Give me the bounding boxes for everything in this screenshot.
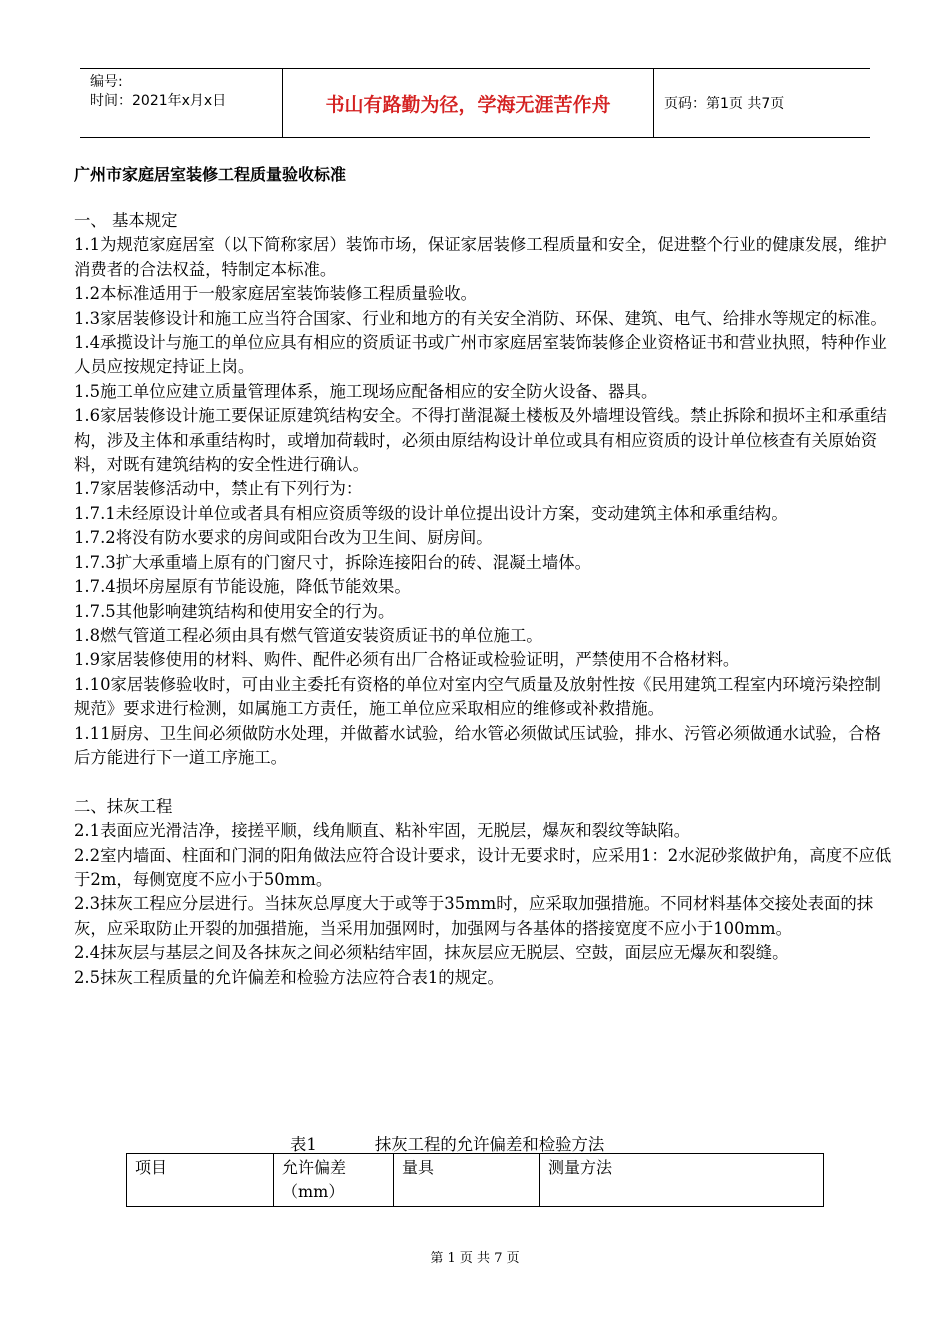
table-header-cell: 项目 [127, 1154, 274, 1207]
paragraph: 2.1表面应光滑洁净，接搓平顺，线角顺直、粘补牢固，无脱层，爆灰和裂纹等缺陷。 [74, 821, 691, 841]
paragraph: 2.2室内墙面、柱面和门洞的阳角做法应符合设计要求，设计无要求时，应采用1：2水泥砂浆做护角，高度不应低于2m，每侧宽度不应小于50mm。 [74, 845, 892, 889]
paragraph: 1.7.1未经原设计单位或者具有相应资质等级的设计单位提出设计方案，变动建筑主体和承重结构。 [74, 503, 788, 523]
paragraph: 1.4承揽设计与施工的单位应具有相应的资质证书或广州市家庭居室装饰装修企业资格证书和营业执照，特种作业人员应按规定持证上岗。 [74, 333, 887, 377]
paragraph: 1.7.4损坏房屋原有节能设施，降低节能效果。 [74, 577, 411, 597]
section-heading: 一、 基本规定 [74, 211, 178, 230]
paragraph: 2.3抹灰工程应分层进行。当抹灰总厚度大于或等于35mm时，应采取加强措施。不同材料基体交接处表面的抹灰，应采取防止开裂的加强措施，当采用加强网时，加强网与各基体的搭接宽度不应小于100mm。 [74, 894, 874, 938]
paragraph: 2.5抹灰工程质量的允许偏差和检验方法应符合表1的规定。 [74, 967, 504, 987]
paragraph: 1.11厨房、卫生间必须做防水处理，并做蓄水试验，给水管必须做试压试验，排水、污管必须做通水试验，合格后方能进行下一道工序施工。 [74, 723, 881, 767]
header-slogan: 书山有路勤为径，学海无涯苦作舟 [282, 69, 654, 137]
page-header [80, 68, 870, 138]
paragraph: 1.7.3扩大承重墙上原有的门窗尺寸，拆除连接阳台的砖、混凝土墙体。 [74, 552, 592, 572]
paragraph: 1.10家居装修验收时，可由业主委托有资格的单位对室内空气质量及放射性按《民用建筑工程室内环境污染控制规范》要求进行检测，如属施工方责任，施工单位应采取相应的维修或补救措施。 [74, 674, 881, 719]
table-header-cell: 测量方法 [540, 1154, 824, 1207]
paragraph: 1.7.5其他影响建筑结构和使用安全的行为。 [74, 601, 395, 621]
paragraph: 1.3家居装修设计和施工应当符合国家、行业和地方的有关安全消防、环保、建筑、电气、给排水等规定的标准。 [74, 308, 887, 328]
tolerance-table [126, 1153, 824, 1207]
paragraph: 1.6家居装修设计施工要保证原建筑结构安全。不得打凿混凝土楼板及外墙埋设管线。禁止拆除和损坏主和承重结构，涉及主体和承重结构时，或增加荷载时，必须由原结构设计单位或具有相应资质的设计单位核查有关原始资料，对既有建筑结构的安全性进行确认。 [74, 406, 887, 475]
paragraph: 2.4抹灰层与基层之间及各抹灰之间必须粘结牢固，抹灰层应无脱层、空鼓，面层应无爆灰和裂缝。 [74, 943, 789, 963]
document-title: 广州市家庭居室装修工程质量验收标准 [74, 165, 347, 184]
header-page-info: 页码：第1页 共7页 [664, 96, 785, 112]
document-body [74, 209, 894, 990]
table-title: 抹灰工程的允许偏差和检验方法 [374, 1135, 605, 1154]
paragraph: 1.9家居装修使用的材料、购件、配件必须有出厂合格证或检验证明，严禁使用不合格材料。 [74, 650, 740, 670]
page-footer: 第 1 页 共 7 页 [430, 1251, 520, 1266]
time-label: 时间：2021年x月x日 [90, 93, 227, 109]
paragraph: 1.7.2将没有防水要求的房间或阳台改为卫生间、厨房间。 [74, 528, 493, 548]
section-heading: 二、抹灰工程 [74, 796, 173, 816]
number-label: 编号: [90, 74, 123, 90]
table-header-row [127, 1154, 824, 1207]
blank-line [74, 770, 894, 794]
paragraph: 1.5施工单位应建立质量管理体系，施工现场应配备相应的安全防火设备、器具。 [74, 381, 658, 401]
paragraph: 1.7家居装修活动中，禁止有下列行为： [74, 479, 363, 499]
table-header-cell: 允许偏差（mm） [274, 1154, 394, 1207]
header-meta [80, 69, 282, 137]
paragraph: 1.1为规范家庭居室（以下简称家居）装饰市场，保证家居装修工程质量和安全，促进整个行业的健康发展，维护消费者的合法权益，特制定本标准。 [74, 235, 887, 279]
table-number: 表1 [290, 1135, 317, 1154]
table-header-cell: 量具 [394, 1154, 540, 1207]
table-caption [290, 1131, 604, 1155]
paragraph: 1.8燃气管道工程必须由具有燃气管道安装资质证书的单位施工。 [74, 625, 543, 645]
paragraph: 1.2本标准适用于一般家庭居室装饰装修工程质量验收。 [74, 284, 478, 304]
